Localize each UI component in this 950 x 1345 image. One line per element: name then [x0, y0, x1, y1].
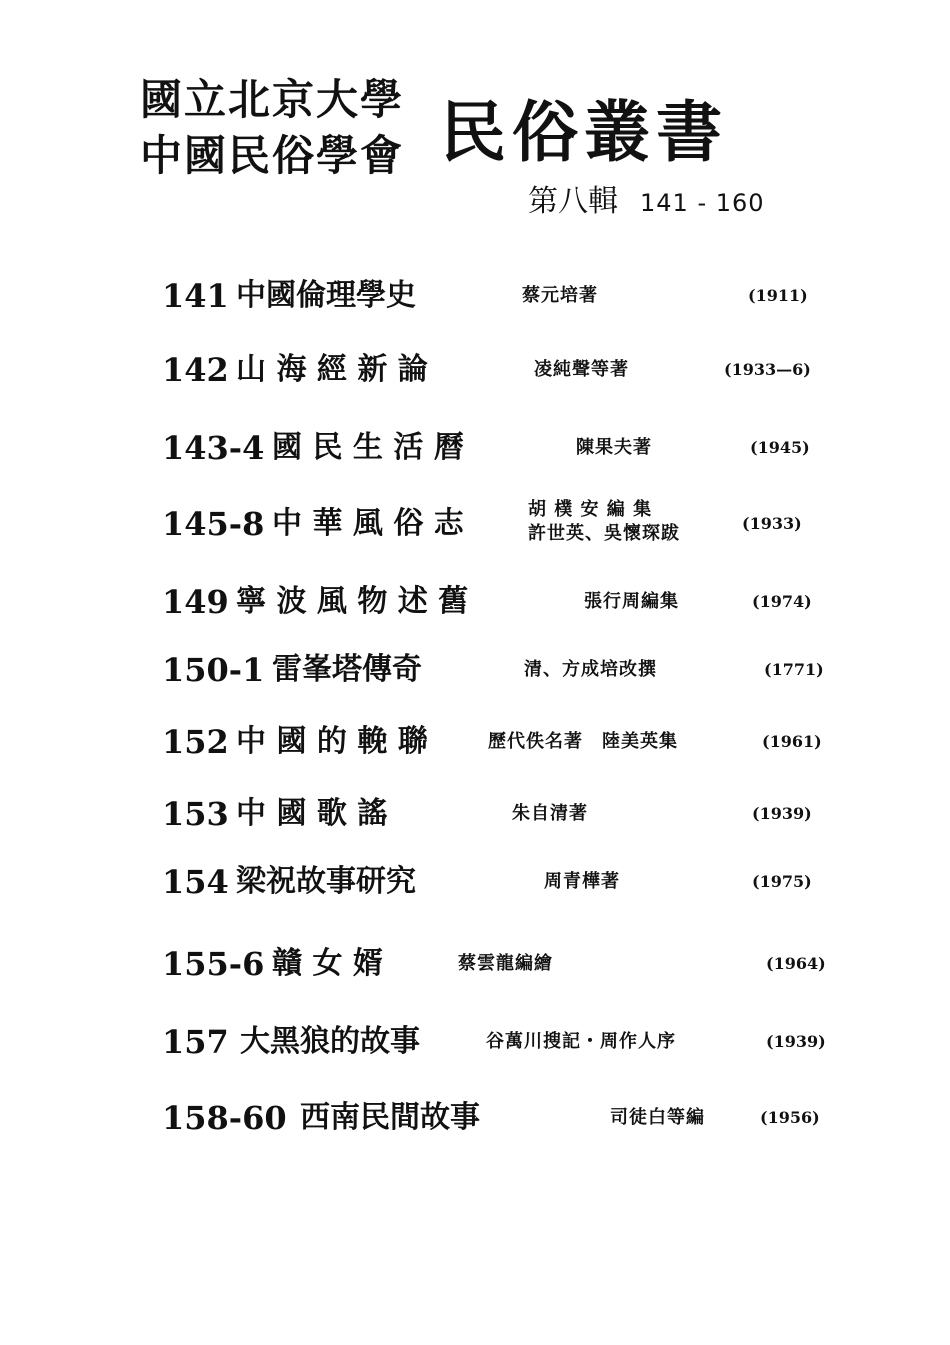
volume-line — [528, 182, 765, 223]
entry-author-line: 蔡雲龍編繪 — [458, 953, 553, 974]
entry-number: 153 — [162, 795, 229, 833]
entry-title: 中國倫理學史 — [236, 278, 416, 313]
entry-authors — [610, 1106, 705, 1130]
institution-block — [140, 72, 440, 184]
entry-authors — [486, 1030, 676, 1054]
entry-title: 梁祝故事研究 — [236, 864, 416, 899]
entry-year: (1939) — [752, 804, 812, 823]
entry-title: 山 海 經 新 論 — [236, 352, 428, 387]
entry-year: (1939) — [766, 1032, 826, 1051]
entry-author-line: 凌純聲等著 — [534, 359, 629, 380]
entry-year: (1956) — [760, 1108, 820, 1127]
entry-authors — [522, 284, 598, 308]
list-item — [0, 1012, 950, 1072]
institution-line-2: 中國民俗學會 — [140, 131, 405, 180]
entry-year: (1933—6) — [724, 360, 811, 379]
entry-author-line: 陳果夫著 — [576, 437, 652, 458]
entry-title: 雷峯塔傳奇 — [272, 652, 422, 687]
list-item — [0, 494, 950, 554]
entry-author-line: 谷萬川搜記・周作人序 — [486, 1031, 676, 1052]
entry-author-line: 胡 樸 安 編 集 — [528, 499, 653, 520]
entry-authors — [584, 590, 679, 614]
entry-number: 152 — [162, 723, 229, 761]
entry-authors — [534, 358, 629, 382]
entry-authors — [524, 658, 657, 682]
series-title: 民俗叢書 — [440, 93, 728, 171]
entry-title: 西南民間故事 — [300, 1100, 480, 1135]
entry-author-line: 朱自清著 — [512, 803, 588, 824]
entry-title: 中 華 風 俗 志 — [272, 506, 464, 541]
entry-year: (1975) — [752, 872, 812, 891]
entry-title: 中 國 的 輓 聯 — [236, 724, 428, 759]
entry-author-line: 許世英、吳懷琛跋 — [528, 523, 680, 544]
entry-title: 贛 女 婿 — [272, 946, 383, 981]
entry-authors — [458, 952, 553, 976]
entry-title: 國 民 生 活 曆 — [272, 430, 464, 465]
entry-number: 145-8 — [162, 505, 265, 543]
list-item — [0, 712, 950, 772]
list-item — [0, 852, 950, 912]
entry-author-line: 司徒白等編 — [610, 1107, 705, 1128]
entry-title: 寧 波 風 物 述 舊 — [236, 584, 469, 619]
entry-author-line: 張行周編集 — [584, 591, 679, 612]
volume-label: 第八輯 — [528, 184, 618, 219]
list-item — [0, 340, 950, 400]
entry-year: (1964) — [766, 954, 826, 973]
entry-year: (1933) — [742, 514, 802, 533]
list-item — [0, 266, 950, 326]
entry-authors — [544, 870, 620, 894]
entry-authors — [576, 436, 652, 460]
entry-number: 150-1 — [162, 651, 265, 689]
institution-line-1: 國立北京大學 — [140, 75, 405, 124]
entry-number: 154 — [162, 863, 229, 901]
volume-range: 141 - 160 — [640, 189, 765, 217]
entry-authors — [528, 498, 680, 546]
entry-number: 143-4 — [162, 429, 265, 467]
entry-number: 157 — [162, 1023, 229, 1061]
entry-title: 大黑狼的故事 — [240, 1024, 420, 1059]
list-item — [0, 572, 950, 632]
entry-title: 中 國 歌 謠 — [236, 796, 388, 831]
entry-author-line: 蔡元培著 — [522, 285, 598, 306]
entry-author-line: 歷代佚名著 陸美英集 — [488, 731, 678, 752]
entry-number: 155-6 — [162, 945, 265, 983]
entry-number: 158-60 — [162, 1099, 287, 1137]
list-item — [0, 1088, 950, 1148]
entry-author-line: 周青樺著 — [544, 871, 620, 892]
entry-authors — [488, 730, 678, 754]
entry-year: (1911) — [748, 286, 808, 305]
entry-number: 149 — [162, 583, 229, 621]
list-item — [0, 784, 950, 844]
entry-number: 142 — [162, 351, 229, 389]
list-item — [0, 418, 950, 478]
entry-year: (1771) — [764, 660, 824, 679]
entry-year: (1961) — [762, 732, 822, 751]
entry-year: (1974) — [752, 592, 812, 611]
entry-year: (1945) — [750, 438, 810, 457]
list-item — [0, 640, 950, 700]
entry-author-line: 清、方成培改撰 — [524, 659, 657, 680]
list-item — [0, 934, 950, 994]
entry-authors — [512, 802, 588, 826]
entry-number: 141 — [162, 277, 229, 315]
